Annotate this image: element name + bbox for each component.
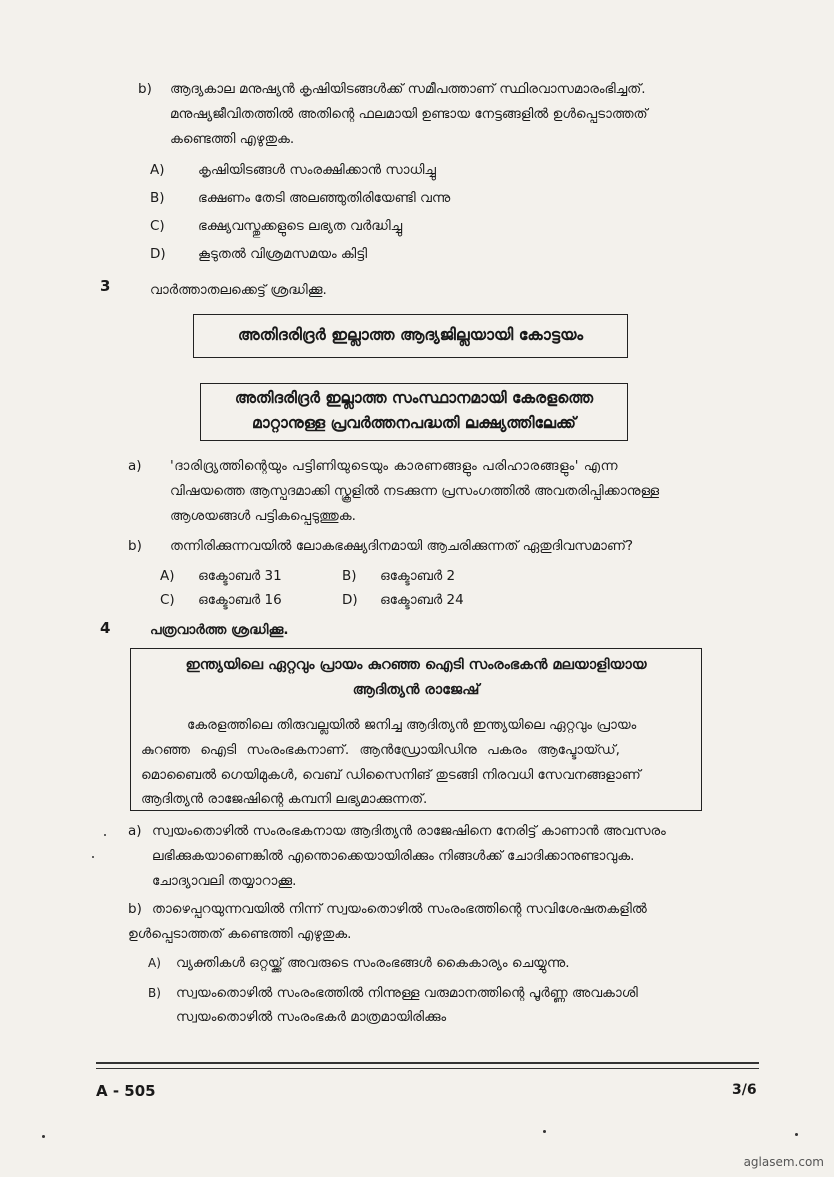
footer-rule-top xyxy=(96,1062,759,1064)
q4b-line1: താഴെപ്പറയുന്നവയിൽ നിന്ന് സ്വയംതൊഴിൽ സംരംഭത്തിന്റെ സവിശേഷതകളിൽ xyxy=(152,901,647,917)
q4a-label: a) xyxy=(128,823,142,839)
q3b-label: b) xyxy=(128,538,142,554)
q4-news-box xyxy=(130,648,702,811)
q3b-option-d-label: D) xyxy=(342,592,358,608)
q3-number: 3 xyxy=(100,277,111,295)
q2b-option-d-label: D) xyxy=(150,246,166,262)
q4b-label: b) xyxy=(128,901,142,917)
scan-speck xyxy=(92,856,94,858)
scan-speck xyxy=(543,1130,546,1133)
q3a-line3: ആശയങ്ങൾ പട്ടികപ്പെടുത്തുക. xyxy=(170,508,356,524)
q3b-option-b-label: B) xyxy=(342,568,357,584)
q3b-option-c-label: C) xyxy=(160,592,175,608)
page-number: 3/6 xyxy=(732,1082,757,1098)
q3b-option-d: ഒക്ടോബർ 24 xyxy=(380,592,464,608)
q3b-option-b: ഒക്ടോബർ 2 xyxy=(380,568,456,584)
q3a-line1: 'ദാരിദ്ര്യത്തിന്റെയും പട്ടിണിയുടെയും കാരണങ്ങളും പരിഹാരങ്ങളും' എന്ന xyxy=(170,458,619,474)
scan-speck xyxy=(104,834,106,836)
q2b-line2: മനുഷ്യജീവിതത്തിൽ അതിന്റെ ഫലമായി ഉണ്ടായ നേട്ടങ്ങളിൽ ഉൾപ്പെടാത്തത് xyxy=(170,106,648,122)
q2b-option-c-label: C) xyxy=(150,218,165,234)
paper-code: A - 505 xyxy=(96,1082,156,1100)
q3-headline-1: അതിദരിദ്രർ ഇല്ലാത്ത ആദ്യജില്ലയായി കോട്ടയം xyxy=(237,325,584,344)
q3b-option-a-label: A) xyxy=(160,568,175,584)
q4b-option-a-label: A) xyxy=(148,956,161,970)
q4a-line1: സ്വയംതൊഴിൽ സംരംഭകനായ ആദിത്യൻ രാജേഷിനെ നേരിട്ട് കാണാൻ അവസരം xyxy=(152,823,666,839)
scan-speck xyxy=(42,1135,45,1138)
q4-news-body-2: കുറഞ്ഞ ഐടി സംരംഭകനാണ്. ആൻഡ്രോയിഡിനു പകരം ആപ്ടോയ്ഡ്, xyxy=(141,742,620,758)
q2b-option-c: ഭക്ഷ്യവസ്തുക്കളുടെ ലഭ്യത വർദ്ധിച്ചു xyxy=(198,218,403,234)
q3b-text: തന്നിരിക്കുന്നവയിൽ ലോകഭക്ഷ്യദിനമായി ആചരിക്കുന്നത് ഏതുദിവസമാണ്? xyxy=(170,538,634,554)
q4-news-body-4: ആദിത്യൻ രാജേഷിന്റെ കമ്പനി ലഭ്യമാക്കുന്നത്. xyxy=(141,791,428,807)
q4b-option-a: വ്യക്തികൾ ഒറ്റയ്ക്ക് അവരുടെ സംരംഭങ്ങൾ കൈകാര്യം ചെയ്യുന്നു. xyxy=(176,955,570,971)
q4-news-body-1: കേരളത്തിലെ തിരുവല്ലയിൽ ജനിച്ച ആദിത്യൻ ഇന്ത്യയിലെ ഏറ്റവും പ്രായം xyxy=(187,717,637,733)
q3-headline-box-2 xyxy=(200,383,628,441)
q4-news-title-2: ആദിത്യൻ രാജേഷ് xyxy=(352,682,480,698)
q2b-option-b-label: B) xyxy=(150,190,165,206)
q2b-option-a-label: A) xyxy=(150,162,165,178)
q4b-option-b-line1: സ്വയംതൊഴിൽ സംരംഭത്തിൽ നിന്നുള്ള വരുമാനത്തിന്റെ പൂർണ്ണ അവകാശി xyxy=(176,985,638,1001)
q2b-label: b) xyxy=(138,81,152,97)
q3-instruction: വാർത്താതലക്കെട്ട് ശ്രദ്ധിക്കൂ. xyxy=(150,282,327,298)
q4b-line2: ഉൾപ്പെടാത്തത് കണ്ടെത്തി എഴുതുക. xyxy=(128,926,352,942)
q2b-line3: കണ്ടെത്തി എഴുതുക. xyxy=(170,131,295,147)
scan-speck xyxy=(795,1133,798,1136)
q3a-line2: വിഷയത്തെ ആസ്പദമാക്കി സ്കൂളിൽ നടക്കുന്ന പ്രസംഗത്തിൽ അവതരിപ്പിക്കാനുള്ള xyxy=(170,483,660,499)
q3b-option-c: ഒക്ടോബർ 16 xyxy=(198,592,282,608)
q4-news-body-3: മൊബൈൽ ഗെയിമുകൾ, വെബ് ഡിസൈനിങ് തുടങ്ങി നിരവധി സേവനങ്ങളാണ് xyxy=(141,767,641,783)
footer-rule-bottom xyxy=(96,1068,759,1069)
q4-number: 4 xyxy=(100,619,111,637)
q3-headline-2-line2: മാറ്റാനുള്ള പ്രവർത്തനപദ്ധതി ലക്ഷ്യത്തിലേക്ക് xyxy=(252,414,576,432)
q3b-option-a: ഒക്ടോബർ 31 xyxy=(198,568,282,584)
watermark: aglasem.com xyxy=(743,1155,824,1169)
q4b-option-b-line2: സ്വയംതൊഴിൽ സംരംഭകർ മാത്രമായിരിക്കും xyxy=(176,1009,447,1025)
q4-news-title-1: ഇന്ത്യയിലെ ഏറ്റവും പ്രായം കുറഞ്ഞ ഐടി സംരംഭകൻ മലയാളിയായ xyxy=(185,657,647,673)
q3-headline-box-1 xyxy=(193,314,628,358)
q2b-option-b: ഭക്ഷണം തേടി അലഞ്ഞുതിരിയേണ്ടി വന്നു xyxy=(198,190,451,206)
q4-instruction: പത്രവാർത്ത ശ്രദ്ധിക്കൂ. xyxy=(150,622,289,638)
q2b-option-a: കൃഷിയിടങ്ങൾ സംരക്ഷിക്കാൻ സാധിച്ചു xyxy=(198,162,436,178)
q4a-line3: ചോദ്യാവലി തയ്യാറാക്കൂ. xyxy=(152,873,297,889)
q2b-line1: ആദ്യകാല മനുഷ്യൻ കൃഷിയിടങ്ങൾക്ക് സമീപത്താണ് സ്ഥിരവാസമാരംഭിച്ചത്. xyxy=(170,81,646,97)
q3a-label: a) xyxy=(128,458,142,474)
q4b-option-b-label: B) xyxy=(148,986,161,1000)
q3-headline-2-line1: അതിദരിദ്രർ ഇല്ലാത്ത സംസ്ഥാനമായി കേരളത്തെ xyxy=(234,389,594,407)
q2b-option-d: കൂടുതൽ വിശ്രമസമയം കിട്ടി xyxy=(198,246,368,262)
q4a-line2: ലഭിക്കുകയാണെങ്കിൽ എന്തൊക്കെയായിരിക്കും നിങ്ങൾക്ക് ചോദിക്കാനുണ്ടാവുക. xyxy=(152,848,635,864)
